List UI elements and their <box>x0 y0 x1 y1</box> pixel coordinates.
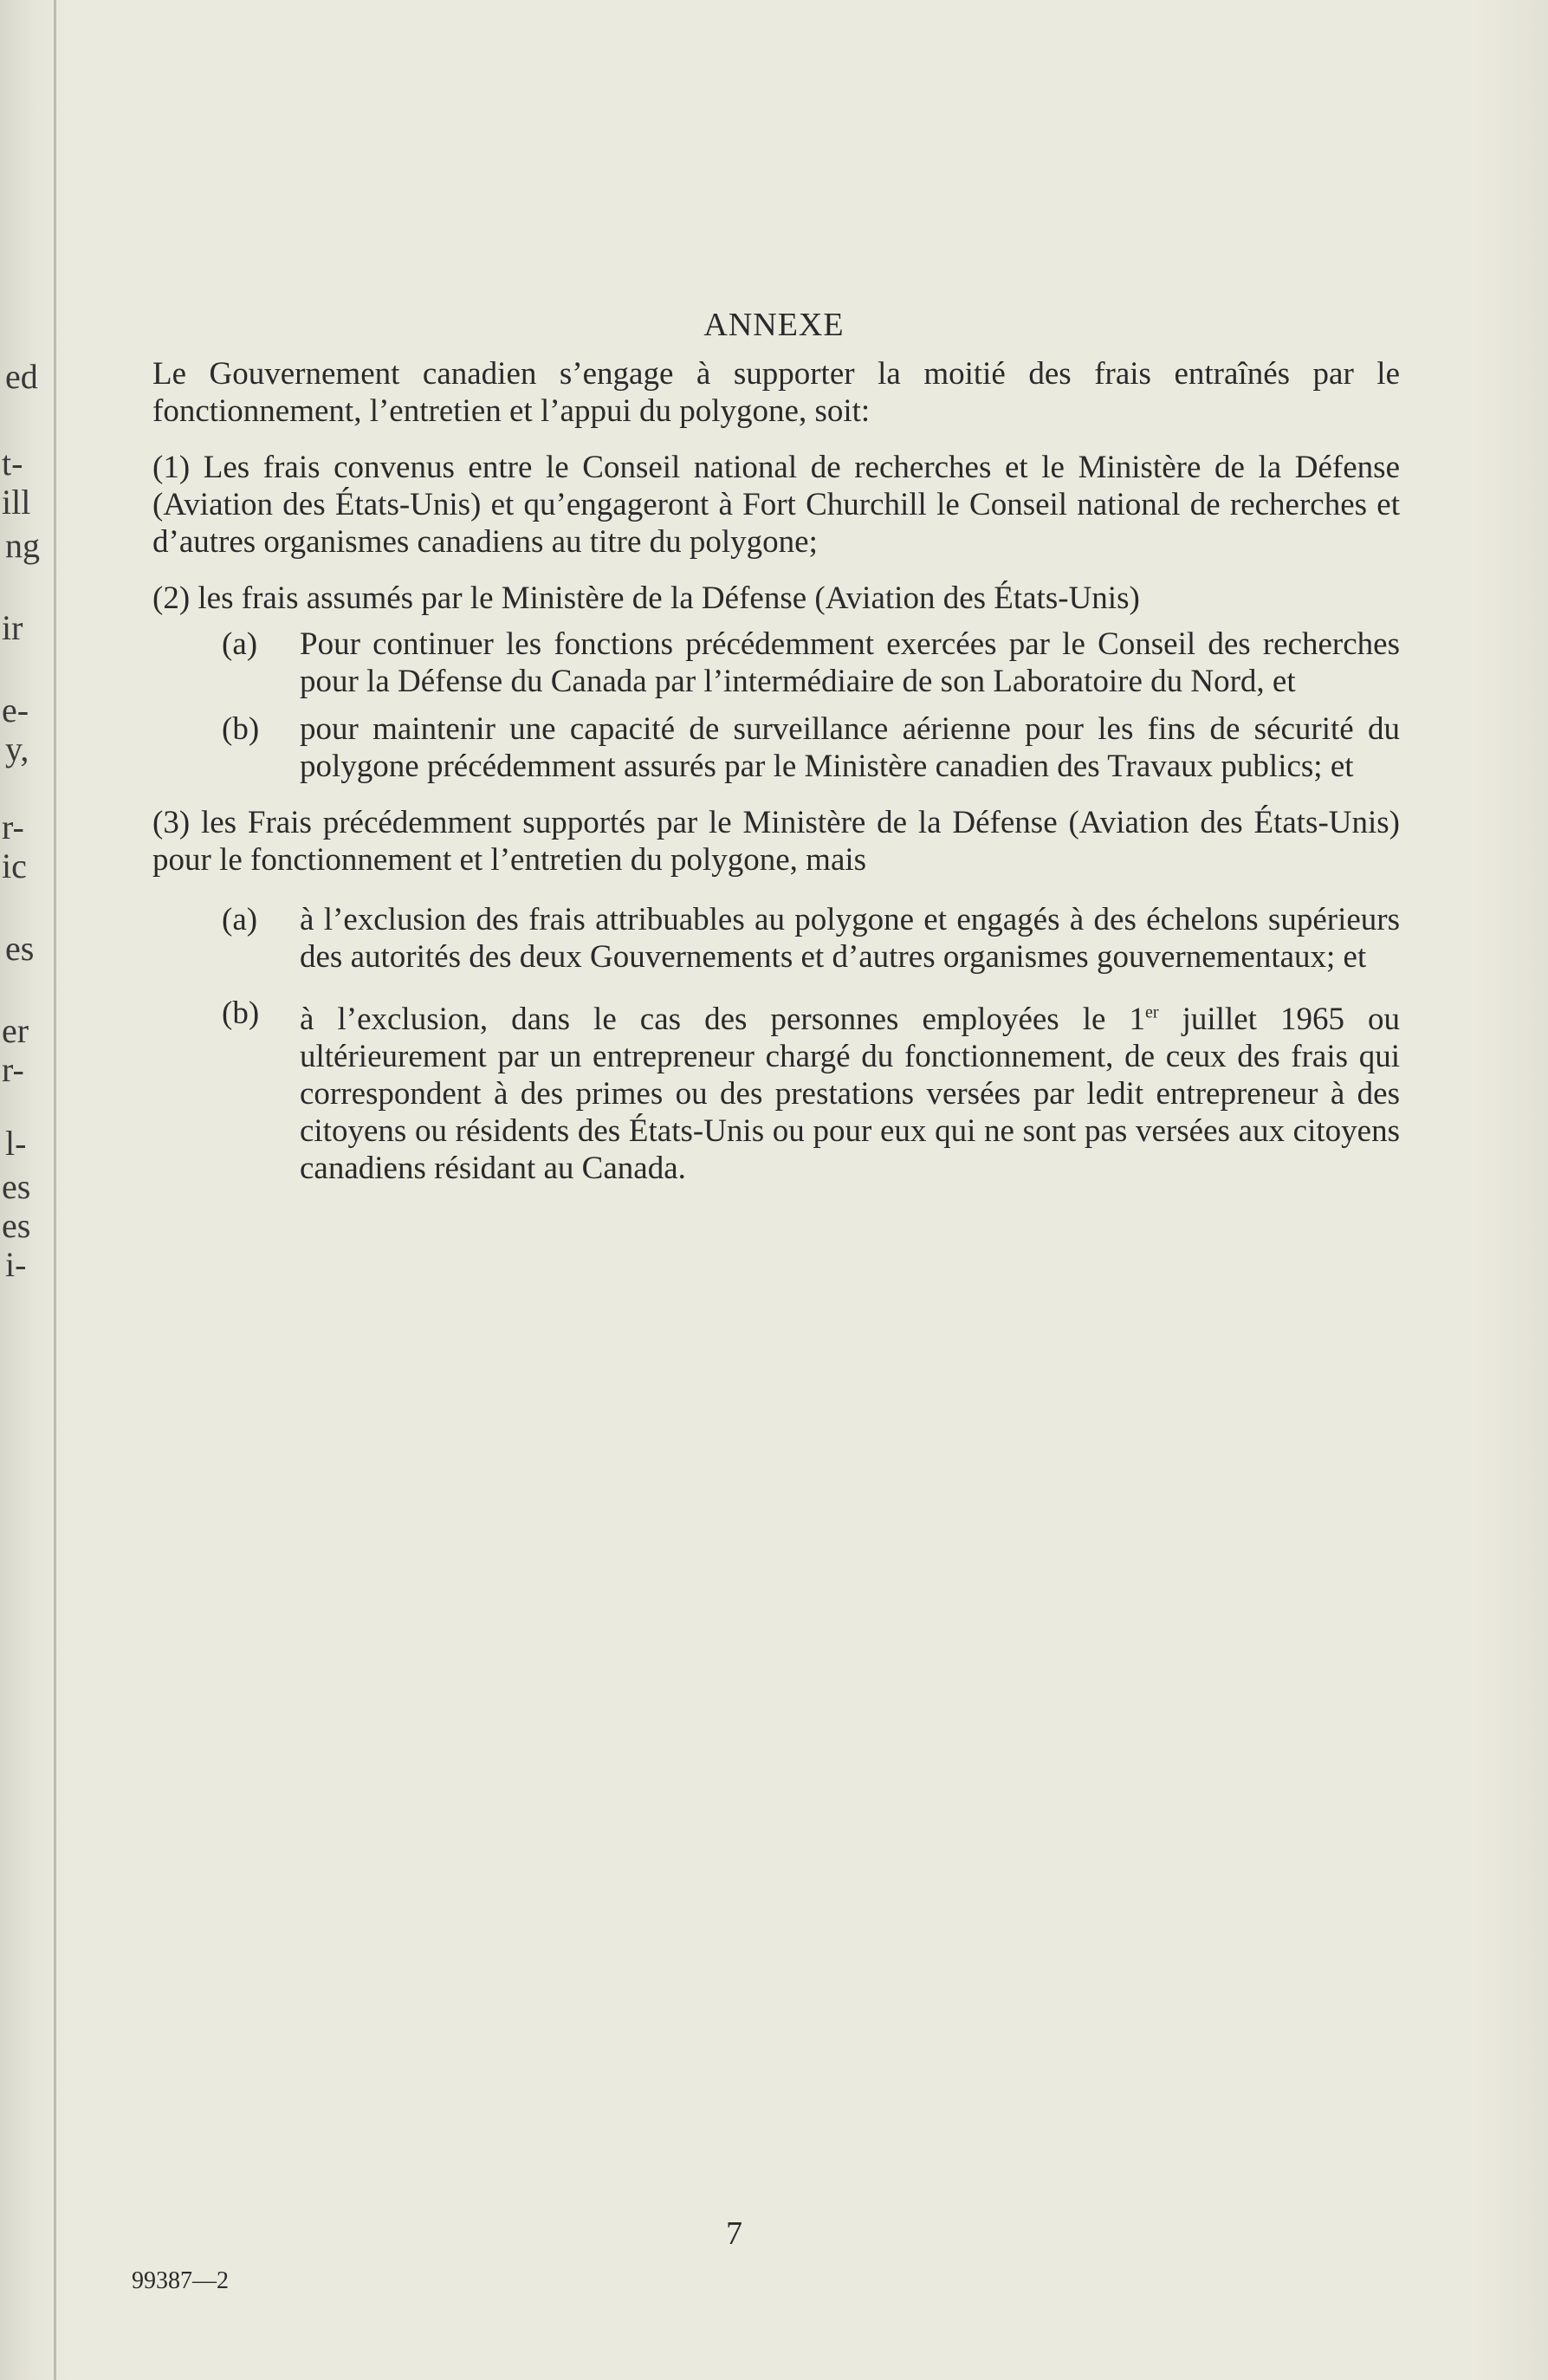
item-text: pour maintenir une capacité de surveillance aérienne pour les fins de sécurité du polygone précédemment assurés par le Ministère canadien des Travaux publics; et <box>300 711 1400 784</box>
bleed-fragment: ng <box>5 526 40 565</box>
clause-3-item-a <box>152 901 1400 976</box>
item-label: (b) <box>222 711 260 747</box>
bleed-fragment: r- <box>2 1050 24 1089</box>
item-text: à l’exclusion, dans le cas des personnes employées le 1er juillet 1965 ou ultérieurement par un entrepreneur chargé du fonctionnement, de ceux des frais qui correspondent à des primes ou des prestations versées par ledit entrepreneur à des citoyens ou résidents des États-Unis ou pour eux qui ne sont pas versées aux citoyens canadiens résidant au Canada. <box>300 1002 1400 1187</box>
bleed-fragment: ic <box>2 846 27 885</box>
item-text: à l’exclusion des frais attribuables au polygone et engagés à des échelons supérieurs des autorités des deux Gouvernements et d’autres organismes gouvernementaux; et <box>300 902 1400 975</box>
clause-2-item-a <box>152 626 1400 700</box>
item-label: (b) <box>222 995 260 1031</box>
bleed-fragment: ill <box>2 483 31 522</box>
clause-3-item-b <box>152 995 1400 1187</box>
bleed-fragment: es <box>2 1206 31 1245</box>
bleed-fragment: r- <box>2 807 24 846</box>
bleed-fragment: es <box>2 1167 31 1206</box>
intro-paragraph: Le Gouvernement canadien s’engage à supporter la moitié des frais entraînés par le fonctionnement, l’entretien et l’appui du polygone, soit: <box>152 356 1400 429</box>
bleed-fragment: ir <box>2 608 23 647</box>
item-text: Pour continuer les fonctions précédemment exercées par le Conseil des recherches pour la Défense du Canada par l’intermédiaire de son Laboratoire du Nord, et <box>300 626 1400 699</box>
annex-body <box>152 355 1400 1197</box>
bleed-fragment: es <box>5 929 35 968</box>
item-label: (a) <box>222 902 258 937</box>
item-label: (a) <box>222 626 258 662</box>
bleed-fragment: i- <box>5 1245 27 1284</box>
page-gutter <box>54 0 56 2380</box>
bleed-fragment: l- <box>5 1124 27 1163</box>
clause-1: (1) Les frais convenus entre le Conseil national de recherches et le Ministère de la Défense (Aviation des États-Unis) et qu’engageront à Fort Churchill le Conseil national de recherches et d’autres organismes canadiens au titre du polygone; <box>152 450 1400 560</box>
bleed-fragment: er <box>2 1011 29 1050</box>
clause-2: (2) les frais assumés par le Ministère de la Défense (Aviation des États-Unis) <box>152 580 1140 616</box>
printer-code: 99387—2 <box>132 2267 229 2294</box>
clause-3: (3) les Frais précédemment supportés par le Ministère de la Défense (Aviation des États-Unis) pour le fonctionnement et l’entretien du polygone, mais <box>152 805 1400 878</box>
bleed-fragment: e- <box>2 691 29 730</box>
bleed-fragment: t- <box>2 444 23 483</box>
page-title: ANNEXE <box>703 307 845 343</box>
clause-2-item-b <box>152 710 1400 785</box>
bleed-fragment: ed <box>5 357 38 396</box>
bleed-fragment: y, <box>5 730 29 768</box>
page-number: 7 <box>726 2215 742 2252</box>
